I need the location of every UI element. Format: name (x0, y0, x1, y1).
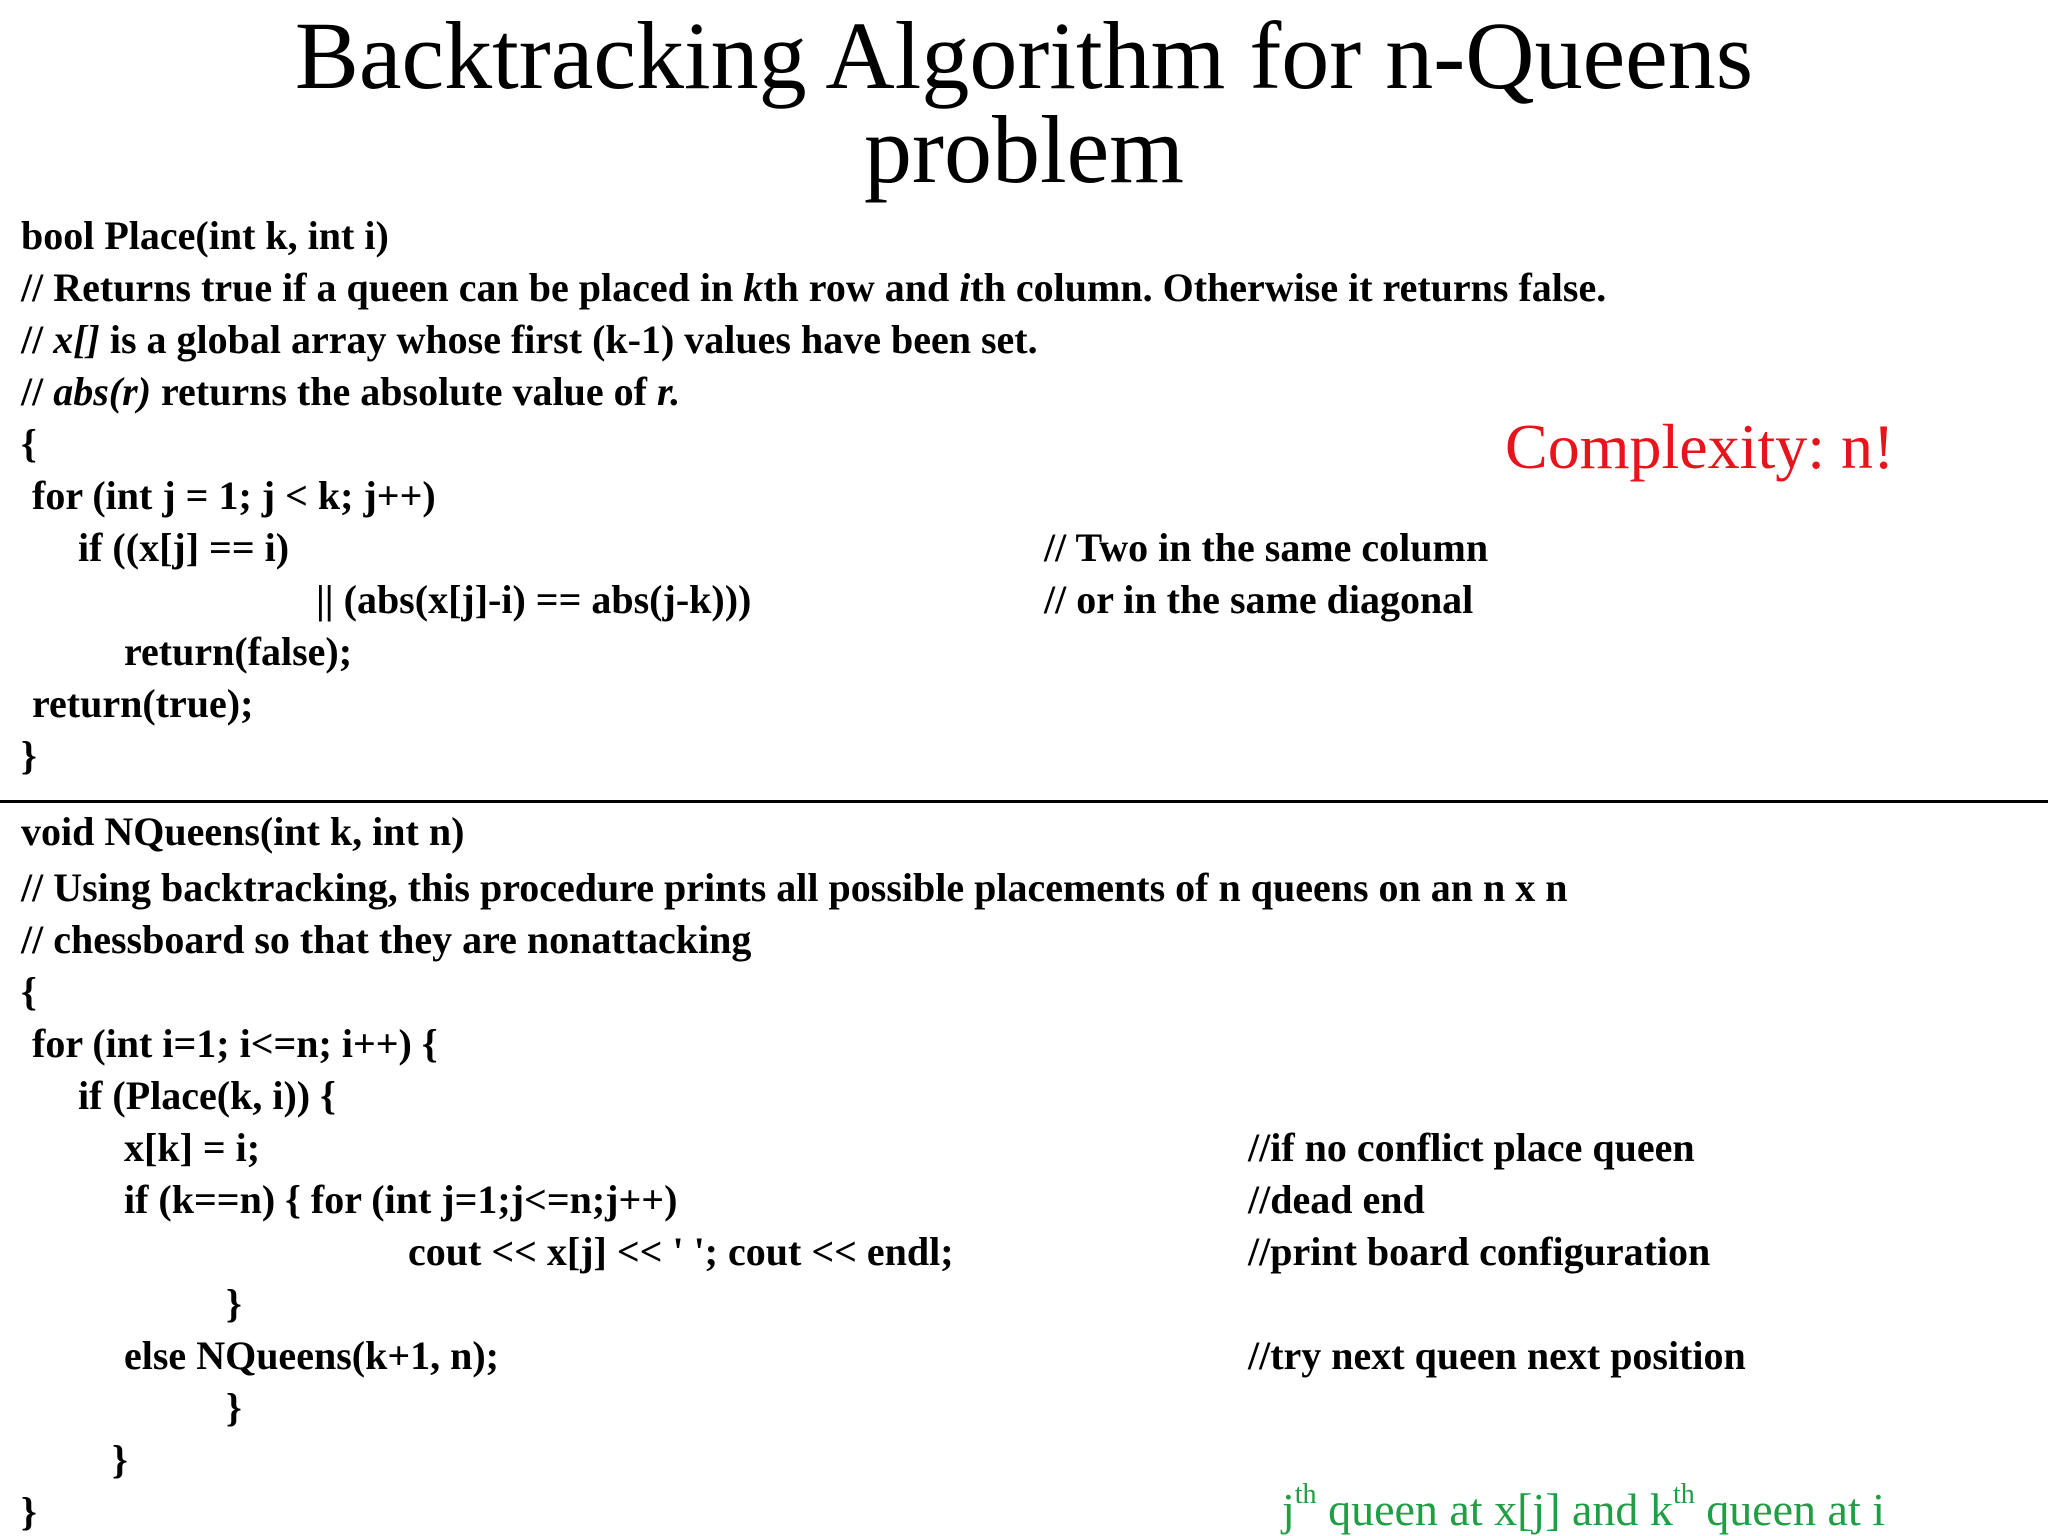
place-open-brace: { (21, 421, 37, 466)
nqueens-comment-2: // chessboard so that they are nonattacking (21, 917, 752, 962)
place-if-line: if ((x[j] == i) (78, 525, 290, 570)
section-divider (0, 800, 2048, 803)
comment-place-queen: //if no conflict place queen (1248, 1125, 1695, 1170)
nqueens-for-line: for (int i=1; i<=n; i++) { (32, 1021, 438, 1066)
queen-position-note: $j^{th}$ queen at x[j] and $k^{th}$ queen at i (1282, 1479, 1886, 1535)
place-comment-2: // x[] is a global array whose first (k-1) values have been set. (21, 317, 1038, 362)
nqueens-signature: void NQueens(int k, int n) (21, 809, 465, 854)
nqueens-assign-line: x[k] = i; (124, 1125, 261, 1170)
page-title-line-2: problem (864, 96, 1184, 203)
comment-print-board: //print board configuration (1248, 1229, 1711, 1274)
nqueens-brace-1: } (226, 1281, 242, 1326)
nqueens-cout-line: cout << x[j] << ' '; cout << endl; (408, 1229, 954, 1274)
comment-dead-end: //dead end (1248, 1177, 1425, 1222)
nqueens-brace-2: } (226, 1385, 242, 1430)
comment-same-column: // Two in the same column (1044, 525, 1489, 570)
nqueens-open-brace: { (21, 969, 37, 1014)
comment-same-diagonal: // or in the same diagonal (1044, 577, 1474, 622)
nqueens-brace-3: } (112, 1437, 128, 1482)
place-for-line: for (int j = 1; j < k; j++) (32, 473, 436, 518)
complexity-label: Complexity: n! (1505, 411, 1895, 482)
nqueens-comment-1: // Using backtracking, this procedure prints all possible placements of n queens on an n x n (21, 865, 1568, 910)
place-return-false: return(false); (124, 629, 353, 674)
comment-try-next: //try next queen next position (1248, 1333, 1746, 1378)
place-signature: bool Place(int k, int i) (21, 213, 389, 258)
nqueens-if-line: if (Place(k, i)) { (78, 1073, 336, 1118)
place-return-true: return(true); (32, 681, 254, 726)
place-comment-1: // Returns true if a queen can be placed in kth row and ith column. Otherwise it returns false. (21, 265, 1607, 310)
place-comment-3: // abs(r) returns the absolute value of r. (21, 369, 681, 414)
place-close-brace: } (21, 733, 37, 778)
nqueens-if-k-line: if (k==n) { for (int j=1;j<=n;j++) (124, 1177, 678, 1222)
nqueens-close-brace: } (21, 1489, 37, 1534)
page-title-line-1: Backtracking Algorithm for n-Queens (294, 2, 1754, 109)
place-or-line: || (abs(x[j]-i) == abs(j-k))) (316, 577, 752, 622)
nqueens-else-line: else NQueens(k+1, n); (124, 1333, 499, 1378)
